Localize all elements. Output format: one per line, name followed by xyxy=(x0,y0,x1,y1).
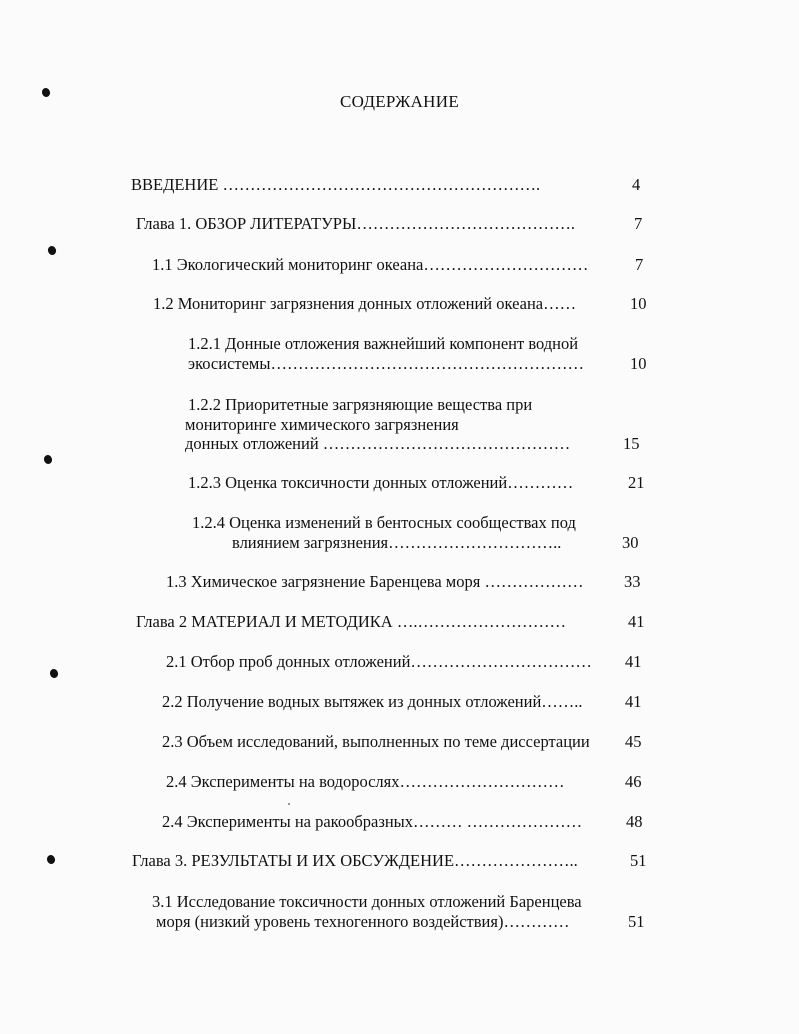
toc-page-number: 41 xyxy=(625,652,642,671)
binder-hole-mark xyxy=(43,454,54,465)
scan-speck xyxy=(288,803,290,805)
binder-hole-mark xyxy=(46,854,57,865)
binder-hole-mark xyxy=(47,245,58,256)
toc-entry-1-2-1: 1.2.1 Донные отложения важнейший компонент водной xyxy=(188,334,579,353)
toc-page-number: 41 xyxy=(628,612,645,631)
toc-page-number: 30 xyxy=(622,533,639,552)
toc-entry-1-2-3: 1.2.3 Оценка токсичности донных отложений………… xyxy=(188,473,574,492)
toc-page-number: 48 xyxy=(626,812,643,831)
toc-entry-1-2-4-cont: влиянием загрязнения………………………….. xyxy=(232,533,562,552)
toc-page-number: 15 xyxy=(623,434,640,453)
toc-page-number: 46 xyxy=(625,772,642,791)
toc-page-number: 10 xyxy=(630,354,647,373)
toc-page-number: 7 xyxy=(634,214,643,233)
toc-entry-1-2: 1.2 Мониторинг загрязнения донных отложений океана…… xyxy=(153,294,577,313)
toc-page-number: 51 xyxy=(630,851,647,870)
toc-entry-2-4-crustaceans: 2.4 Эксперименты на ракообразных……… ………………… xyxy=(162,812,583,831)
toc-entry-1-2-4: 1.2.4 Оценка изменений в бентосных сообществах под xyxy=(192,513,576,532)
toc-entry-1-2-1-cont: экосистемы………………………………………………… xyxy=(188,354,584,373)
toc-entry-chapter-2: Глава 2 МАТЕРИАЛ И МЕТОДИКА ….……………………… xyxy=(136,612,566,631)
toc-entry-2-2: 2.2 Получение водных вытяжек из донных отложений…….. xyxy=(162,692,583,711)
toc-page-number: 33 xyxy=(624,572,641,591)
toc-page-number: 4 xyxy=(632,175,641,194)
toc-title: СОДЕРЖАНИЕ xyxy=(339,92,460,111)
toc-entry-2-3: 2.3 Объем исследований, выполненных по теме диссертации xyxy=(162,732,590,751)
toc-entry-1-1: 1.1 Экологический мониторинг океана………………………… xyxy=(152,255,589,274)
toc-entry-3-1-cont: моря (низкий уровень техногенного воздействия)………… xyxy=(156,912,570,931)
toc-entry-1-3: 1.3 Химическое загрязнение Баренцева моря ……………… xyxy=(166,572,584,591)
toc-entry-3-1: 3.1 Исследование токсичности донных отложений Баренцева xyxy=(152,892,582,911)
toc-page-number: 21 xyxy=(628,473,645,492)
toc-page-number: 51 xyxy=(628,912,645,931)
binder-hole-mark xyxy=(49,668,60,679)
toc-entry-2-1: 2.1 Отбор проб донных отложений…………………………… xyxy=(166,652,592,671)
toc-page-number: 41 xyxy=(625,692,642,711)
toc-page-number: 7 xyxy=(635,255,644,274)
toc-page-number: 10 xyxy=(630,294,647,313)
toc-entry-1-2-2-cont: мониторинге химического загрязнения xyxy=(185,415,459,434)
toc-entry-introduction: ВВЕДЕНИЕ …………………………………………………. xyxy=(131,175,541,194)
toc-entry-2-4-algae: 2.4 Эксперименты на водорослях………………………… xyxy=(166,772,565,791)
toc-entry-1-2-2-cont: донных отложений ……………………………………… xyxy=(185,434,571,453)
toc-entry-1-2-2: 1.2.2 Приоритетные загрязняющие вещества при xyxy=(188,395,533,414)
toc-page-number: 45 xyxy=(625,732,642,751)
toc-entry-chapter-3: Глава 3. РЕЗУЛЬТАТЫ И ИХ ОБСУЖДЕНИЕ………………….. xyxy=(132,851,578,870)
toc-entry-chapter-1: Глава 1. ОБЗОР ЛИТЕРАТУРЫ…………………………………. xyxy=(136,214,575,233)
